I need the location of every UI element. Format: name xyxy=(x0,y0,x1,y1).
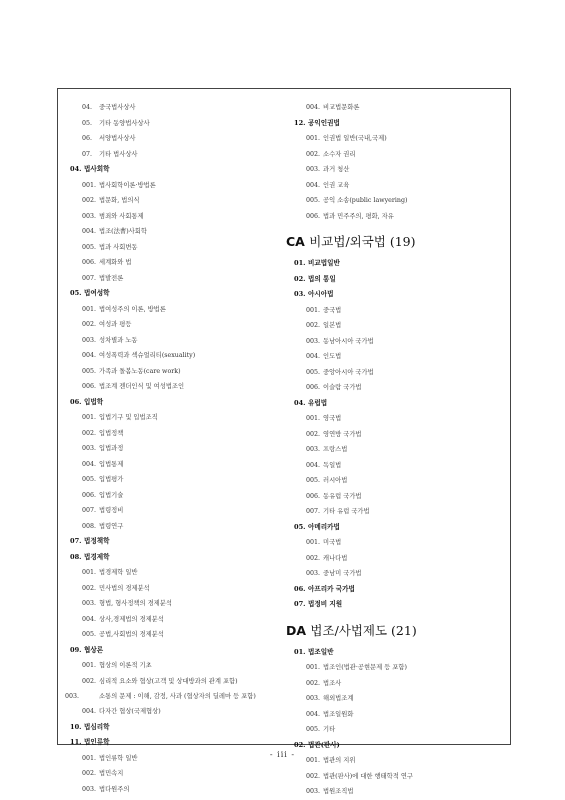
section-heading xyxy=(70,162,280,178)
item-code: 008. xyxy=(82,522,97,530)
item-code: 005. xyxy=(82,367,97,375)
item-label: 일본법 xyxy=(323,322,342,329)
item-code: 001. xyxy=(306,664,321,671)
item-label: 중남미 국가법 xyxy=(323,570,362,577)
item-label: 공익인권법 xyxy=(308,118,340,127)
item-code: 003. xyxy=(82,212,97,220)
item-label: 법사회학이론·방법론 xyxy=(99,181,156,189)
list-item xyxy=(70,519,280,535)
item-code: 003. xyxy=(65,693,80,700)
item-code: 002. xyxy=(306,772,321,780)
item-label: 법경제학 일반 xyxy=(99,569,138,576)
list-item xyxy=(70,410,280,426)
item-code: 004. xyxy=(82,615,97,623)
item-code: 001. xyxy=(306,757,321,764)
item-label: 법과 사회변동 xyxy=(99,243,138,251)
list-item xyxy=(70,782,280,798)
item-code: 04. xyxy=(70,165,82,173)
item-label: 입법정책 xyxy=(99,429,124,437)
list-item xyxy=(294,193,506,209)
item-label: 법심리학 xyxy=(84,722,110,731)
list-item xyxy=(70,503,280,519)
item-code: 11. xyxy=(70,738,82,746)
item-code: 05. xyxy=(70,289,82,297)
list-item xyxy=(294,318,506,334)
list-item xyxy=(70,255,280,271)
item-code: 001. xyxy=(82,181,97,189)
list-item xyxy=(294,334,506,350)
item-code: 006. xyxy=(82,383,97,390)
item-label: 러시아법 xyxy=(323,477,348,484)
item-code: 005. xyxy=(82,476,97,483)
list-item xyxy=(70,240,280,256)
section-heading xyxy=(294,582,506,598)
list-item xyxy=(70,224,280,240)
list-item xyxy=(70,472,280,488)
item-label: 법관(판사)에 대한 행태학적 연구 xyxy=(323,772,413,780)
item-code: 004. xyxy=(82,460,97,468)
item-code: 007. xyxy=(82,274,97,282)
item-code: 002. xyxy=(306,679,321,687)
list-item xyxy=(294,162,506,178)
item-label: 다자간 협상(국제협상) xyxy=(99,708,161,715)
item-label: 법발전론 xyxy=(99,274,124,282)
list-item xyxy=(70,488,280,504)
list-item xyxy=(70,441,280,457)
list-item xyxy=(70,317,280,333)
item-code: 004. xyxy=(306,181,321,189)
item-code: 007. xyxy=(306,508,321,515)
item-label: 입법학 xyxy=(84,397,104,406)
item-label: 법정책학 xyxy=(84,537,110,545)
item-label: 독일법 xyxy=(323,461,342,469)
list-item xyxy=(294,209,506,225)
list-item xyxy=(294,100,506,116)
list-item xyxy=(70,596,280,612)
item-label: 법조일반 xyxy=(308,647,334,656)
item-code: 06. xyxy=(82,135,93,142)
item-label: 영연방 국가법 xyxy=(323,430,362,438)
left-column xyxy=(65,100,280,797)
list-item xyxy=(294,535,506,551)
item-label: 법의 통일 xyxy=(308,274,336,283)
item-label: 유럽법 xyxy=(308,398,328,407)
list-item xyxy=(70,302,280,318)
item-label: 입법기구 및 입법조직 xyxy=(99,414,158,421)
item-label: 영국법 xyxy=(323,415,342,422)
page-number: - iii - xyxy=(269,750,296,759)
item-label: 인도법 xyxy=(323,353,342,360)
section-heading xyxy=(294,645,506,661)
item-label: 중국법사상사 xyxy=(99,104,136,111)
item-code: 001. xyxy=(306,415,321,422)
item-label: 형법, 형사정책의 경제분석 xyxy=(99,600,172,607)
item-label: 비교법문화론 xyxy=(323,104,360,111)
list-item xyxy=(70,704,280,720)
list-item xyxy=(70,612,280,628)
section-heading xyxy=(294,396,506,412)
list-item xyxy=(70,565,280,581)
list-item xyxy=(70,674,280,690)
item-code: 05. xyxy=(294,522,306,531)
item-label: 법여성주의 이론, 방법론 xyxy=(99,305,166,313)
item-label: 기타 유럽 국가법 xyxy=(323,508,370,515)
list-item xyxy=(294,427,506,443)
item-code: 12. xyxy=(294,118,306,127)
list-item xyxy=(70,147,280,163)
item-code: 004. xyxy=(82,228,97,235)
item-code: 005. xyxy=(306,368,321,376)
item-code: 002. xyxy=(82,197,97,204)
item-label: 법인류학 xyxy=(84,738,110,746)
item-code: 006. xyxy=(306,212,321,220)
item-label: 법조계 젠더인식 및 여성법조인 xyxy=(99,383,185,390)
list-item xyxy=(70,100,280,116)
item-label: 법여성학 xyxy=(84,289,110,297)
list-item xyxy=(294,349,506,365)
item-label: 공법,사회법의 경제분석 xyxy=(99,631,164,638)
item-label: 미국법 xyxy=(323,539,342,546)
item-label: 협상론 xyxy=(84,645,104,654)
item-code: 003. xyxy=(306,446,321,453)
item-label: 캐나다법 xyxy=(323,554,348,562)
item-code: 003. xyxy=(82,336,97,344)
item-code: 004. xyxy=(306,104,321,111)
list-item xyxy=(294,676,506,692)
list-item xyxy=(70,379,280,395)
list-item xyxy=(294,442,506,458)
item-code: 08. xyxy=(70,552,82,561)
item-label: 아메리카법 xyxy=(308,522,340,531)
item-label: 가족과 돌봄노동(care work) xyxy=(99,367,181,375)
list-item xyxy=(65,689,280,704)
item-code: 09. xyxy=(70,645,82,654)
item-label: 범죄와 사회통제 xyxy=(99,212,144,220)
list-item xyxy=(294,458,506,474)
item-label: 법조/사법제도 (21) xyxy=(310,622,417,638)
item-code: 002. xyxy=(82,321,97,328)
item-code: 003. xyxy=(82,785,97,793)
item-label: 아프리카 국가법 xyxy=(308,584,355,593)
item-code: 002. xyxy=(82,770,97,777)
list-item xyxy=(70,193,280,209)
item-label: 법과 민주주의, 평화, 자유 xyxy=(323,212,394,220)
item-code: 001. xyxy=(82,754,97,762)
item-label: 법정비 지원 xyxy=(308,600,343,608)
item-code: 003. xyxy=(306,695,321,702)
item-label: 기타 법사상사 xyxy=(99,150,138,158)
list-item xyxy=(70,178,280,194)
item-code: 003. xyxy=(82,600,97,607)
item-code: CA xyxy=(286,234,305,249)
item-label: 법사회학 xyxy=(84,165,110,173)
item-label: 과거 청산 xyxy=(323,166,350,173)
list-item xyxy=(294,707,506,723)
item-label: 비교법일반 xyxy=(308,259,340,267)
item-label: 인권 교육 xyxy=(323,181,350,189)
item-label: 여성폭력과 섹슈얼리티(sexuality) xyxy=(99,352,196,359)
item-label: 협상의 이론적 기초 xyxy=(99,662,152,669)
item-code: 002. xyxy=(306,150,321,158)
item-code: 002. xyxy=(306,430,321,438)
item-code: 04. xyxy=(82,104,93,111)
list-item xyxy=(294,769,506,785)
item-label: 법경제학 xyxy=(84,552,110,561)
section-heading xyxy=(294,287,506,303)
item-label: 법관(판사) xyxy=(308,740,340,749)
section-heading xyxy=(70,395,280,411)
list-item xyxy=(70,766,280,782)
list-item xyxy=(294,411,506,427)
list-item xyxy=(70,116,280,132)
list-item xyxy=(70,658,280,674)
item-label: 이슬람 국가법 xyxy=(323,384,362,391)
item-code: 002. xyxy=(82,584,97,592)
item-label: 법조사 xyxy=(323,679,342,687)
item-code: 06. xyxy=(294,584,306,593)
list-item xyxy=(294,566,506,582)
item-code: 003. xyxy=(306,570,321,577)
right-column xyxy=(286,100,506,800)
section-heading xyxy=(70,550,280,566)
section-heading xyxy=(70,720,280,736)
item-label: 동유럽 국가법 xyxy=(323,492,362,500)
section-heading xyxy=(294,520,506,536)
item-code: 003. xyxy=(306,337,321,345)
item-label: 법문화, 법의식 xyxy=(99,197,140,204)
item-label: 기타 xyxy=(323,726,336,733)
item-label: 법조일원화 xyxy=(323,710,354,718)
item-code: 04. xyxy=(294,398,306,407)
list-item xyxy=(294,551,506,567)
item-label: 세계화와 법 xyxy=(99,259,132,266)
item-label: 소수자 권리 xyxy=(323,150,356,158)
list-item xyxy=(294,303,506,319)
item-label: 동남아시아 국가법 xyxy=(323,337,374,345)
item-code: 06. xyxy=(70,397,82,406)
section-heading xyxy=(294,256,506,272)
item-code: 001. xyxy=(82,305,97,313)
item-label: 입법평가 xyxy=(99,476,124,483)
item-code: 005. xyxy=(306,197,321,204)
item-code: 003. xyxy=(306,166,321,173)
item-code: 07. xyxy=(82,150,93,158)
item-code: 001. xyxy=(306,135,321,142)
item-code: 005. xyxy=(82,631,97,638)
item-label: 민사법의 경제분석 xyxy=(99,584,150,592)
list-item xyxy=(70,271,280,287)
list-item xyxy=(70,131,280,147)
section-heading xyxy=(294,116,506,132)
list-item xyxy=(294,131,506,147)
item-label: 심리적 요소와 협상(고객 및 상대방과의 관계 포함) xyxy=(99,677,238,685)
item-code: 005. xyxy=(306,726,321,733)
item-label: 공익 소송(public lawyering) xyxy=(323,197,408,204)
list-item xyxy=(70,364,280,380)
item-label: 입법통제 xyxy=(99,460,124,468)
list-item xyxy=(294,784,506,800)
list-item xyxy=(294,380,506,396)
item-code: 001. xyxy=(82,569,97,576)
list-item xyxy=(294,147,506,163)
item-label: 법관의 지위 xyxy=(323,757,356,764)
item-label: 법인류학 일반 xyxy=(99,754,138,762)
section-heading xyxy=(70,286,280,302)
item-label: 상사,경제법의 경제분석 xyxy=(99,615,164,623)
category-heading xyxy=(286,621,506,641)
list-item xyxy=(70,209,280,225)
list-item xyxy=(70,348,280,364)
item-label: 중국법 xyxy=(323,306,342,314)
item-label: 성차별과 노동 xyxy=(99,336,138,344)
item-label: 서양법사상사 xyxy=(99,135,136,142)
item-code: 002. xyxy=(306,554,321,562)
item-label: 중앙아시아 국가법 xyxy=(323,368,374,376)
item-code: 002. xyxy=(82,677,97,685)
item-code: 007. xyxy=(82,507,97,514)
item-label: 법다원주의 xyxy=(99,785,130,793)
item-code: 02. xyxy=(294,274,306,283)
list-item xyxy=(294,365,506,381)
section-heading xyxy=(70,534,280,550)
item-label: 프랑스법 xyxy=(323,446,348,453)
list-item xyxy=(70,426,280,442)
list-item xyxy=(294,504,506,520)
item-code: 006. xyxy=(82,491,97,499)
item-code: 003. xyxy=(306,788,321,795)
item-label: 입법기술 xyxy=(99,491,124,499)
item-code: 001. xyxy=(306,539,321,546)
category-heading xyxy=(286,232,506,252)
list-item xyxy=(294,489,506,505)
list-item xyxy=(294,722,506,738)
list-item xyxy=(70,457,280,473)
section-heading xyxy=(70,735,280,751)
item-code: 001. xyxy=(306,306,321,314)
section-heading xyxy=(70,643,280,659)
item-code: 10. xyxy=(70,722,82,731)
item-code: 07. xyxy=(294,600,306,608)
item-label: 소통의 문제 : 이해, 감정, 사과 (협상자의 딜레마 등 포함) xyxy=(99,693,256,700)
item-code: 005. xyxy=(306,477,321,484)
item-label: 기타 동양법사상사 xyxy=(99,119,150,127)
item-label: 법령연구 xyxy=(99,522,124,530)
section-heading xyxy=(294,272,506,288)
list-item xyxy=(294,691,506,707)
item-code: 004. xyxy=(82,708,97,715)
item-code: 005. xyxy=(82,243,97,251)
item-code: 004. xyxy=(306,461,321,469)
item-label: 법령정비 xyxy=(99,507,124,514)
item-code: 001. xyxy=(82,414,97,421)
item-code: 004. xyxy=(306,353,321,360)
item-label: 여성과 평등 xyxy=(99,321,132,328)
item-code: 004. xyxy=(306,710,321,718)
item-code: DA xyxy=(286,622,307,638)
list-item xyxy=(294,660,506,676)
list-item xyxy=(70,333,280,349)
item-label: 법조인(법관·공현문제 등 포함) xyxy=(323,664,407,671)
item-label: 법원조직법 xyxy=(323,788,354,795)
item-code: 006. xyxy=(306,492,321,500)
item-code: 006. xyxy=(306,384,321,391)
item-code: 07. xyxy=(70,537,82,545)
item-label: 인권법 일반(국내,국제) xyxy=(323,135,387,142)
item-code: 002. xyxy=(306,322,321,329)
item-code: 004. xyxy=(82,352,97,359)
item-label: 비교법/외국법 (19) xyxy=(309,234,416,249)
item-code: 006. xyxy=(82,259,97,266)
item-label: 법민속지 xyxy=(99,770,124,777)
item-label: 법조(法曹)사회학 xyxy=(99,228,147,235)
item-label: 해외법조계 xyxy=(323,695,354,702)
item-code: 001. xyxy=(82,662,97,669)
section-heading xyxy=(294,597,506,613)
item-code: 05. xyxy=(82,119,93,127)
list-item xyxy=(70,581,280,597)
item-code: 002. xyxy=(82,429,97,437)
item-code: 01. xyxy=(294,259,306,267)
item-label: 입법과정 xyxy=(99,445,124,452)
item-label: 아시아법 xyxy=(308,290,334,298)
item-code: 02. xyxy=(294,740,306,749)
item-code: 003. xyxy=(82,445,97,452)
list-item xyxy=(294,473,506,489)
list-item xyxy=(70,627,280,643)
item-code: 03. xyxy=(294,290,306,298)
list-item xyxy=(294,178,506,194)
item-code: 01. xyxy=(294,647,306,656)
